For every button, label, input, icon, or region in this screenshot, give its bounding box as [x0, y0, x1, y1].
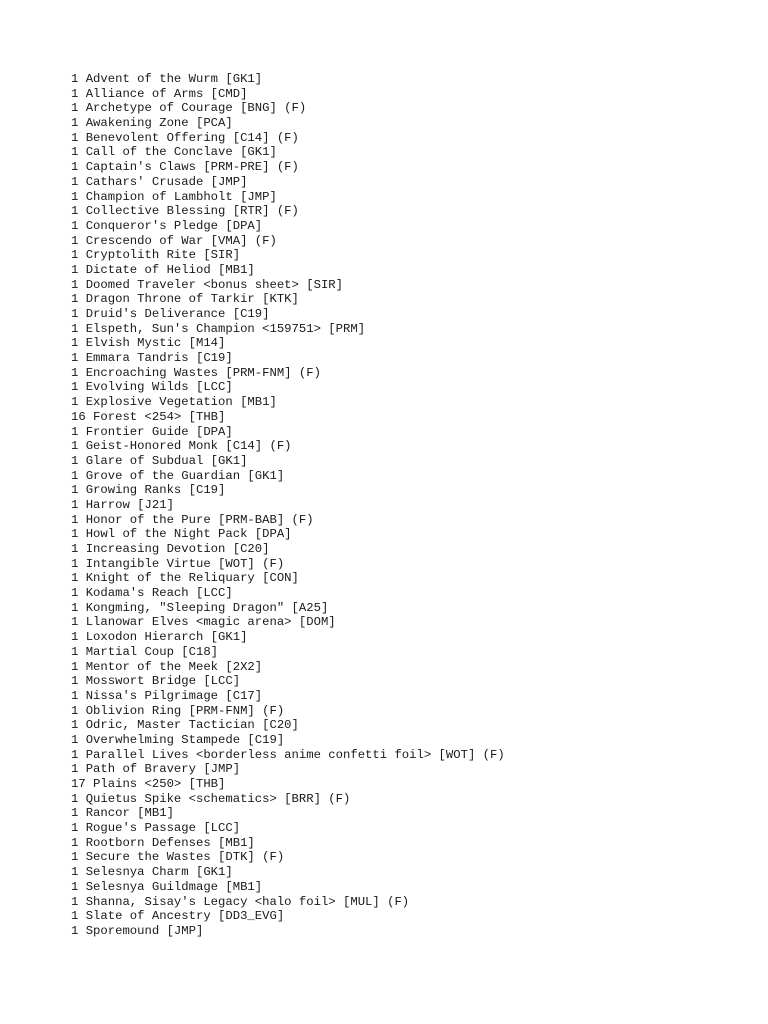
card-list-line: 1 Kongming, "Sleeping Dragon" [A25] — [71, 600, 329, 615]
card-list-line: 1 Archetype of Courage [BNG] (F) — [71, 101, 307, 116]
card-list-line: 1 Howl of the Night Pack [DPA] — [71, 527, 292, 542]
card-list-line: 1 Rootborn Defenses [MB1] — [71, 835, 255, 850]
card-list-line: 1 Overwhelming Stampede [C19] — [71, 732, 285, 747]
card-list-line: 1 Honor of the Pure [PRM-BAB] (F) — [71, 512, 314, 527]
card-list-line: 1 Druid's Deliverance [C19] — [71, 307, 270, 321]
card-list-line: 1 Quietus Spike <schematics> [BRR] (F) — [71, 791, 351, 806]
card-list-line: 1 Increasing Devotion [C20] — [71, 542, 270, 556]
card-list-line: 17 Plains <250> [THB] — [71, 777, 226, 791]
card-list-line: 1 Alliance of Arms [CMD] — [71, 86, 248, 101]
card-list-line: 1 Selesnya Guildmage [MB1] — [71, 879, 263, 894]
card-list-line: 1 Grove of the Guardian [GK1] — [71, 468, 285, 483]
card-list-line: 1 Harrow [J21] — [71, 497, 174, 512]
card-list-line: 1 Knight of the Reliquary [CON] — [71, 571, 299, 586]
card-list-line: 1 Cathars' Crusade [JMP] — [71, 174, 248, 189]
card-list-line: 1 Captain's Claws [PRM-PRE] (F) — [71, 160, 299, 175]
card-list-line: 1 Parallel Lives <borderless anime confetti foil> [WOT] (F) — [71, 747, 505, 762]
card-list-line: 1 Advent of the Wurm [GK1] — [71, 72, 263, 86]
card-list-line: 1 Benevolent Offering [C14] (F) — [71, 130, 299, 145]
card-list-line: 1 Rancor [MB1] — [71, 806, 174, 821]
card-list-line: 1 Martial Coup [C18] — [71, 644, 219, 659]
card-list-line: 1 Mentor of the Meek [2X2] — [71, 659, 263, 674]
card-list-line: 1 Crescendo of War [VMA] (F) — [71, 233, 277, 248]
card-list-line: 1 Rogue's Passage [LCC] — [71, 821, 241, 836]
card-list-line: 1 Elvish Mystic [M14] — [71, 336, 226, 351]
card-list-line: 1 Frontier Guide [DPA] — [71, 424, 233, 439]
card-list-line: 1 Intangible Virtue [WOT] (F) — [71, 556, 285, 571]
card-list-line: 1 Collective Blessing [RTR] (F) — [71, 204, 299, 219]
card-list-line: 1 Cryptolith Rite [SIR] — [71, 248, 241, 263]
card-list-line: 1 Evolving Wilds [LCC] — [71, 380, 233, 395]
card-list-line: 1 Shanna, Sisay's Legacy <halo foil> [MUL] (F) — [71, 894, 410, 909]
card-list-line: 1 Slate of Ancestry [DD3_EVG] — [71, 909, 285, 924]
card-list-line: 1 Mosswort Bridge [LCC] — [71, 674, 241, 689]
card-list-line: 1 Conqueror's Pledge [DPA] — [71, 218, 263, 233]
card-list-line: 16 Forest <254> [THB] — [71, 409, 226, 424]
card-list-line: 1 Call of the Conclave [GK1] — [71, 145, 277, 160]
card-list-line: 1 Geist-Honored Monk [C14] (F) — [71, 439, 292, 454]
card-list-line: 1 Dictate of Heliod [MB1] — [71, 262, 255, 277]
card-list — [71, 72, 505, 939]
card-list-line: 1 Awakening Zone [PCA] — [71, 116, 233, 131]
card-list-line: 1 Selesnya Charm [GK1] — [71, 865, 233, 880]
card-list-line: 1 Path of Bravery [JMP] — [71, 762, 241, 777]
card-list-line: 1 Emmara Tandris [C19] — [71, 351, 233, 366]
card-list-line: 1 Doomed Traveler <bonus sheet> [SIR] — [71, 277, 343, 292]
card-list-line: 1 Elspeth, Sun's Champion <159751> [PRM] — [71, 321, 366, 336]
card-list-line: 1 Loxodon Hierarch [GK1] — [71, 630, 248, 645]
card-list-line: 1 Kodama's Reach [LCC] — [71, 586, 233, 601]
card-list-line: 1 Llanowar Elves <magic arena> [DOM] — [71, 615, 336, 630]
card-list-line: 1 Oblivion Ring [PRM-FNM] (F) — [71, 703, 285, 718]
card-list-line: 1 Sporemound [JMP] — [71, 923, 204, 938]
card-list-line: 1 Odric, Master Tactician [C20] — [71, 718, 299, 733]
card-list-line: 1 Glare of Subdual [GK1] — [71, 453, 248, 468]
card-list-line: 1 Secure the Wastes [DTK] (F) — [71, 850, 285, 865]
card-list-line: 1 Dragon Throne of Tarkir [KTK] — [71, 292, 299, 307]
card-list-line: 1 Encroaching Wastes [PRM-FNM] (F) — [71, 365, 321, 380]
card-list-line: 1 Champion of Lambholt [JMP] — [71, 189, 277, 204]
card-list-line: 1 Growing Ranks [C19] — [71, 483, 226, 498]
card-list-line: 1 Nissa's Pilgrimage [C17] — [71, 688, 263, 703]
card-list-line: 1 Explosive Vegetation [MB1] — [71, 395, 277, 410]
